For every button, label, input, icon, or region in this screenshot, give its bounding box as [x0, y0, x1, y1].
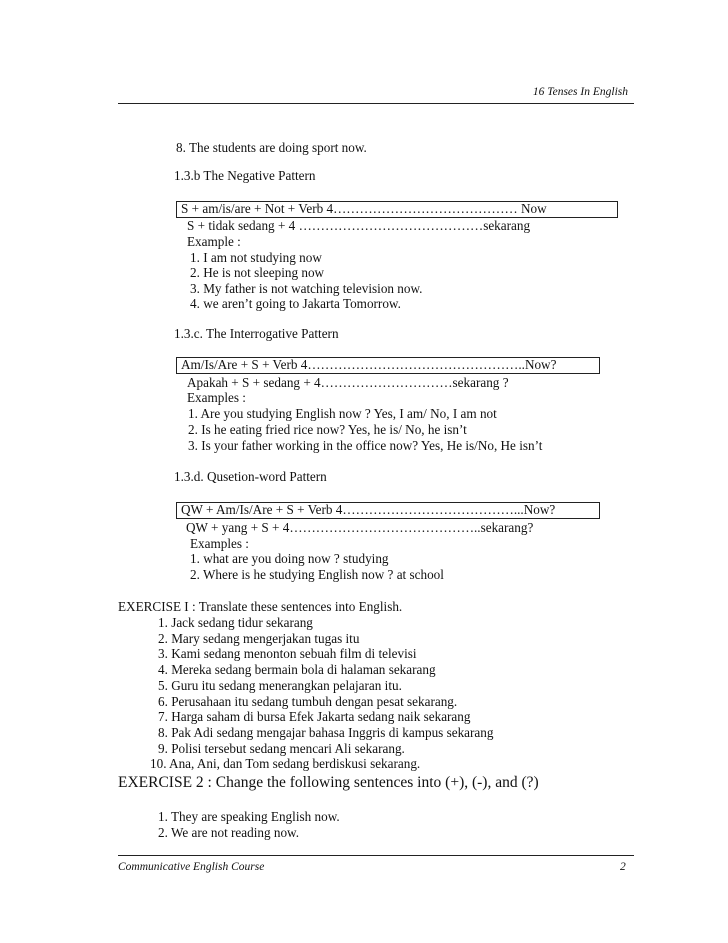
interrogative-example: 2. Is he eating fried rice now? Yes, he is/ No, he isn’t: [188, 422, 467, 437]
footer-rule: [118, 855, 634, 856]
exercise1-item: 9. Polisi tersebut sedang mencari Ali sekarang.: [158, 741, 405, 756]
interrogative-line: Apakah + S + sedang + 4…………………………sekarang ?: [187, 375, 509, 390]
question-word-line: Examples :: [190, 536, 249, 551]
exercise2-item: 2. We are not reading now.: [158, 825, 300, 840]
exercise1-item: 10. Ana, Ani, dan Tom sedang berdiskusi sekarang.: [150, 756, 421, 771]
negative-line: Example :: [187, 234, 241, 249]
question-word-example: 1. what are you doing now ? studying: [190, 551, 389, 566]
exercise1-item: 5. Guru itu sedang menerangkan pelajaran itu.: [158, 678, 402, 693]
negative-formula: S + am/is/are + Not + Verb 4…………………………………… Now: [181, 201, 547, 216]
negative-line: S + tidak sedang + 4 ……………………………………sekarang: [187, 218, 531, 233]
question-word-example: 2. Where is he studying English now ? at school: [190, 567, 444, 582]
running-header: 16 Tenses In English: [532, 86, 628, 98]
exercise1-item: 3. Kami sedang menonton sebuah film di televisi: [158, 646, 417, 661]
question-word-line: QW + yang + S + 4……………………………………..sekarang?: [186, 520, 534, 535]
exercise1-item: 6. Perusahaan itu sedang tumbuh dengan pesat sekarang.: [158, 694, 458, 709]
page-number: 2: [620, 861, 626, 873]
exercise1-item: 7. Harga saham di bursa Efek Jakarta sedang naik sekarang: [158, 709, 471, 724]
negative-formula-box: [176, 201, 618, 218]
exercise1-item: 1. Jack sedang tidur sekarang: [158, 615, 313, 630]
exercise2-item: 1. They are speaking English now.: [158, 809, 340, 824]
negative-example: 3. My father is not watching television now.: [190, 281, 423, 296]
exercise2-title: EXERCISE 2 : Change the following sentences into (+), (-), and (?): [118, 774, 539, 791]
negative-heading: 1.3.b The Negative Pattern: [174, 168, 316, 183]
interrogative-formula: Am/Is/Are + S + Verb 4…………………………………………..Now?: [181, 357, 557, 372]
header-rule: [118, 103, 634, 104]
exercise1-title: EXERCISE I : Translate these sentences into English.: [118, 599, 403, 614]
negative-example: 4. we aren’t going to Jakarta Tomorrow.: [190, 296, 401, 311]
interrogative-heading: 1.3.c. The Interrogative Pattern: [174, 326, 339, 341]
negative-example: 2. He is not sleeping now: [190, 265, 325, 280]
question-word-heading: 1.3.d. Qusetion-word Pattern: [174, 469, 327, 484]
negative-example: 1. I am not studying now: [190, 250, 322, 265]
exercise1-item: 2. Mary sedang mengerjakan tugas itu: [158, 631, 360, 646]
exercise1-item: 8. Pak Adi sedang mengajar bahasa Inggris di kampus sekarang: [158, 725, 494, 740]
exercise1-item: 4. Mereka sedang bermain bola di halaman sekarang: [158, 662, 436, 677]
interrogative-formula-box: [176, 357, 600, 374]
question-word-formula-box: [176, 502, 600, 519]
interrogative-example: 3. Is your father working in the office now? Yes, He is/No, He isn’t: [188, 438, 543, 453]
question-word-formula: QW + Am/Is/Are + S + Verb 4…………………………………...Now?: [181, 502, 556, 517]
interrogative-line: Examples :: [187, 390, 246, 405]
top-item: 8. The students are doing sport now.: [176, 140, 367, 155]
footer-course: Communicative English Course: [118, 861, 265, 873]
interrogative-example: 1. Are you studying English now ? Yes, I am/ No, I am not: [188, 406, 497, 421]
